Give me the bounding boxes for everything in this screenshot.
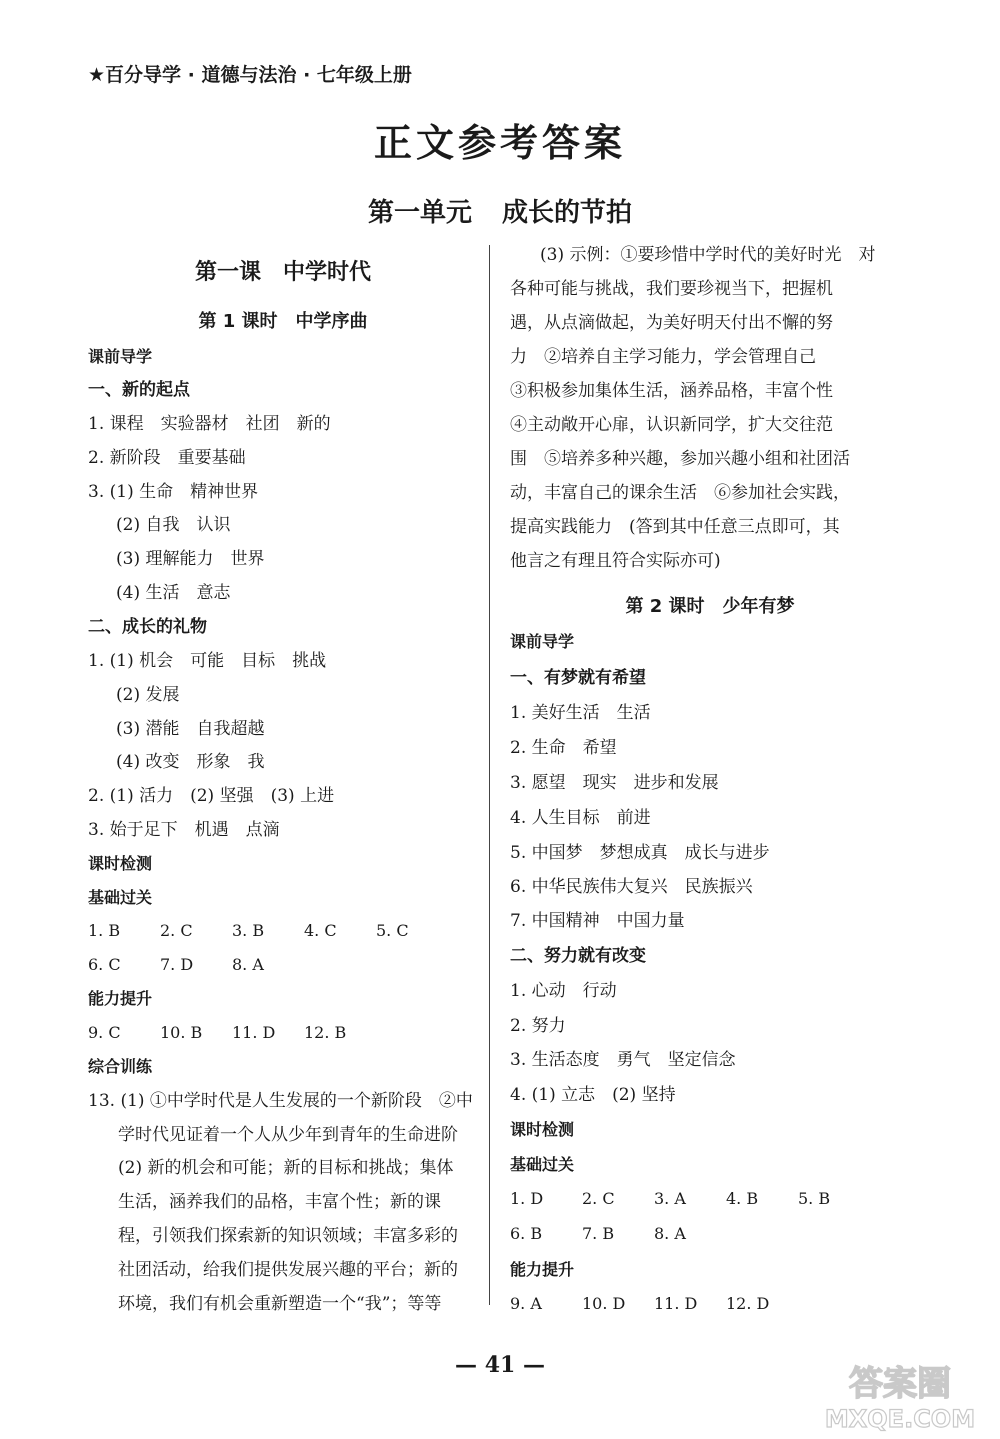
unit-name: 成长的节拍 [502,198,633,228]
answer-line: 5. 中国梦 梦想成真 成长与进步 [510,843,770,863]
unit-label: 第一单元 [367,198,472,228]
answer-line: 环境，我们有机会重新塑造一个“我”；等等 [118,1294,442,1314]
subsection-heading: 基础过关 [510,1155,575,1174]
answer-line: 生活，涵养我们的品格，丰富个性；新的课 [118,1192,441,1212]
answer-item: 7. D [160,955,194,974]
answer-item: 5. B [798,1189,831,1208]
answer-item: 5. C [376,921,409,940]
answer-row [88,953,304,977]
section-heading: 课前导学 [88,347,153,366]
watermark-text: 答案圈 [849,1364,951,1404]
answer-item: 3. A [654,1189,686,1208]
section-heading: 课前导学 [510,632,575,651]
answer-line: 4. 人生目标 前进 [510,808,651,828]
period-title: 第 1 课时 中学序曲 [198,311,368,332]
answer-row [510,1292,798,1316]
answer-line: 他言之有理且符合实际亦可) [510,551,721,571]
column-divider [489,245,490,1305]
section-heading: 课时检测 [510,1120,575,1139]
answer-line: 13. (1) ①中学时代是人生发展的一个新阶段 ②中 [88,1091,473,1111]
answer-line: 程，引领我们探索新的知识领域；丰富多彩的 [118,1226,458,1246]
answer-item: 2. C [160,921,193,940]
answer-line: 遇，从点滴做起，为美好明天付出不懈的努 [510,313,833,333]
answer-line: 力 ②培养自主学习能力，学会管理自己 [510,347,816,367]
answer-item: 11. D [232,1023,276,1042]
answer-item: 8. A [654,1224,686,1243]
answer-item: 10. B [160,1023,203,1042]
answer-row [88,1021,376,1045]
watermark-url: MXQE.COM [824,1405,976,1433]
answer-line: (3) 潜能 自我超越 [116,719,265,739]
answer-line: (4) 改变 形象 我 [116,752,265,772]
answer-line: 3. 始于足下 机遇 点滴 [88,820,280,840]
answer-line: 学时代见证着一个人从少年到青年的生命进阶 [118,1125,458,1145]
subsection-heading: 一、有梦就有希望 [510,668,646,688]
answer-line: 2. 努力 [510,1016,566,1036]
answer-line: 3. (1) 生命 精神世界 [88,482,259,502]
answer-item: 7. B [582,1224,615,1243]
answer-item: 1. D [510,1189,544,1208]
watermark-logo [820,1355,980,1435]
subsection-heading: 二、努力就有改变 [510,946,646,966]
answer-line: 2. (1) 活力 (2) 坚强 (3) 上进 [88,786,335,806]
answer-line: 2. 新阶段 重要基础 [88,448,246,468]
answer-item: 6. B [510,1224,543,1243]
subsection-heading: 二、成长的礼物 [88,617,207,637]
answer-item: 11. D [654,1294,698,1313]
answer-line: 1. 心动 行动 [510,981,617,1001]
answer-item: 9. A [510,1294,542,1313]
answer-item: 3. B [232,921,265,940]
answer-line: (2) 发展 [116,685,180,705]
unit-title [0,192,1000,229]
period-title: 第 2 课时 少年有梦 [625,596,795,617]
answer-line: 7. 中国精神 中国力量 [510,911,685,931]
answer-line: 动，丰富自己的课余生活 ⑥参加社会实践， [510,483,850,503]
answer-item: 4. C [304,921,337,940]
answer-line: (3) 示例：①要珍惜中学时代的美好时光 对 [540,245,876,265]
answer-line: 4. (1) 立志 (2) 坚持 [510,1085,676,1105]
answer-line: 1. 课程 实验器材 社团 新的 [88,414,331,434]
answer-line: 提高实践能力 (答到其中任意三点即可，其 [510,517,840,537]
answer-item: 9. C [88,1023,121,1042]
answer-row [510,1187,870,1211]
answer-line: 2. 生命 希望 [510,738,617,758]
answer-line: (2) 自我 认识 [116,515,231,535]
answer-item: 4. B [726,1189,759,1208]
answer-row [510,1222,726,1246]
answer-line: 3. 愿望 现实 进步和发展 [510,773,719,793]
answer-item: 6. C [88,955,121,974]
answer-line: (4) 生活 意志 [116,583,231,603]
subsection-heading: 综合训练 [88,1057,153,1076]
answer-item: 12. B [304,1023,347,1042]
answer-line: ③积极参加集体生活，涵养品格，丰富个性 [510,381,833,401]
main-title: 正文参考答案 [373,120,626,165]
answer-line: 3. 生活态度 勇气 坚定信念 [510,1050,736,1070]
answer-line: 各种可能与挑战，我们要珍视当下，把握机 [510,279,833,299]
answer-line: 6. 中华民族伟大复兴 民族振兴 [510,877,753,897]
section-heading: 课时检测 [88,854,153,873]
answer-line: ④主动敞开心扉，认识新同学，扩大交往范 [510,415,833,435]
subsection-heading: 基础过关 [88,888,153,907]
answer-item: 12. D [726,1294,770,1313]
lesson-title: 第一课 中学时代 [194,259,371,285]
answer-line: (3) 理解能力 世界 [116,549,265,569]
answer-item: 1. B [88,921,121,940]
book-header: ★百分导学 · 道德与法治 · 七年级上册 [88,64,412,86]
answer-item: 8. A [232,955,264,974]
page-number: — 41 — [455,1352,545,1378]
subsection-heading: 能力提升 [88,989,153,1008]
answer-item: 2. C [582,1189,615,1208]
answer-item: 10. D [582,1294,626,1313]
answer-line: 围 ⑤培养多种兴趣，参加兴趣小组和社团活 [510,449,850,469]
answer-line: (2) 新的机会和可能；新的目标和挑战；集体 [118,1158,454,1178]
answer-line: 社团活动，给我们提供发展兴趣的平台；新的 [118,1260,458,1280]
answer-line: 1. (1) 机会 可能 目标 挑战 [88,651,327,671]
answer-row [88,919,448,943]
subsection-heading: 一、新的起点 [88,380,190,400]
subsection-heading: 能力提升 [510,1260,575,1279]
answer-line: 1. 美好生活 生活 [510,703,651,723]
